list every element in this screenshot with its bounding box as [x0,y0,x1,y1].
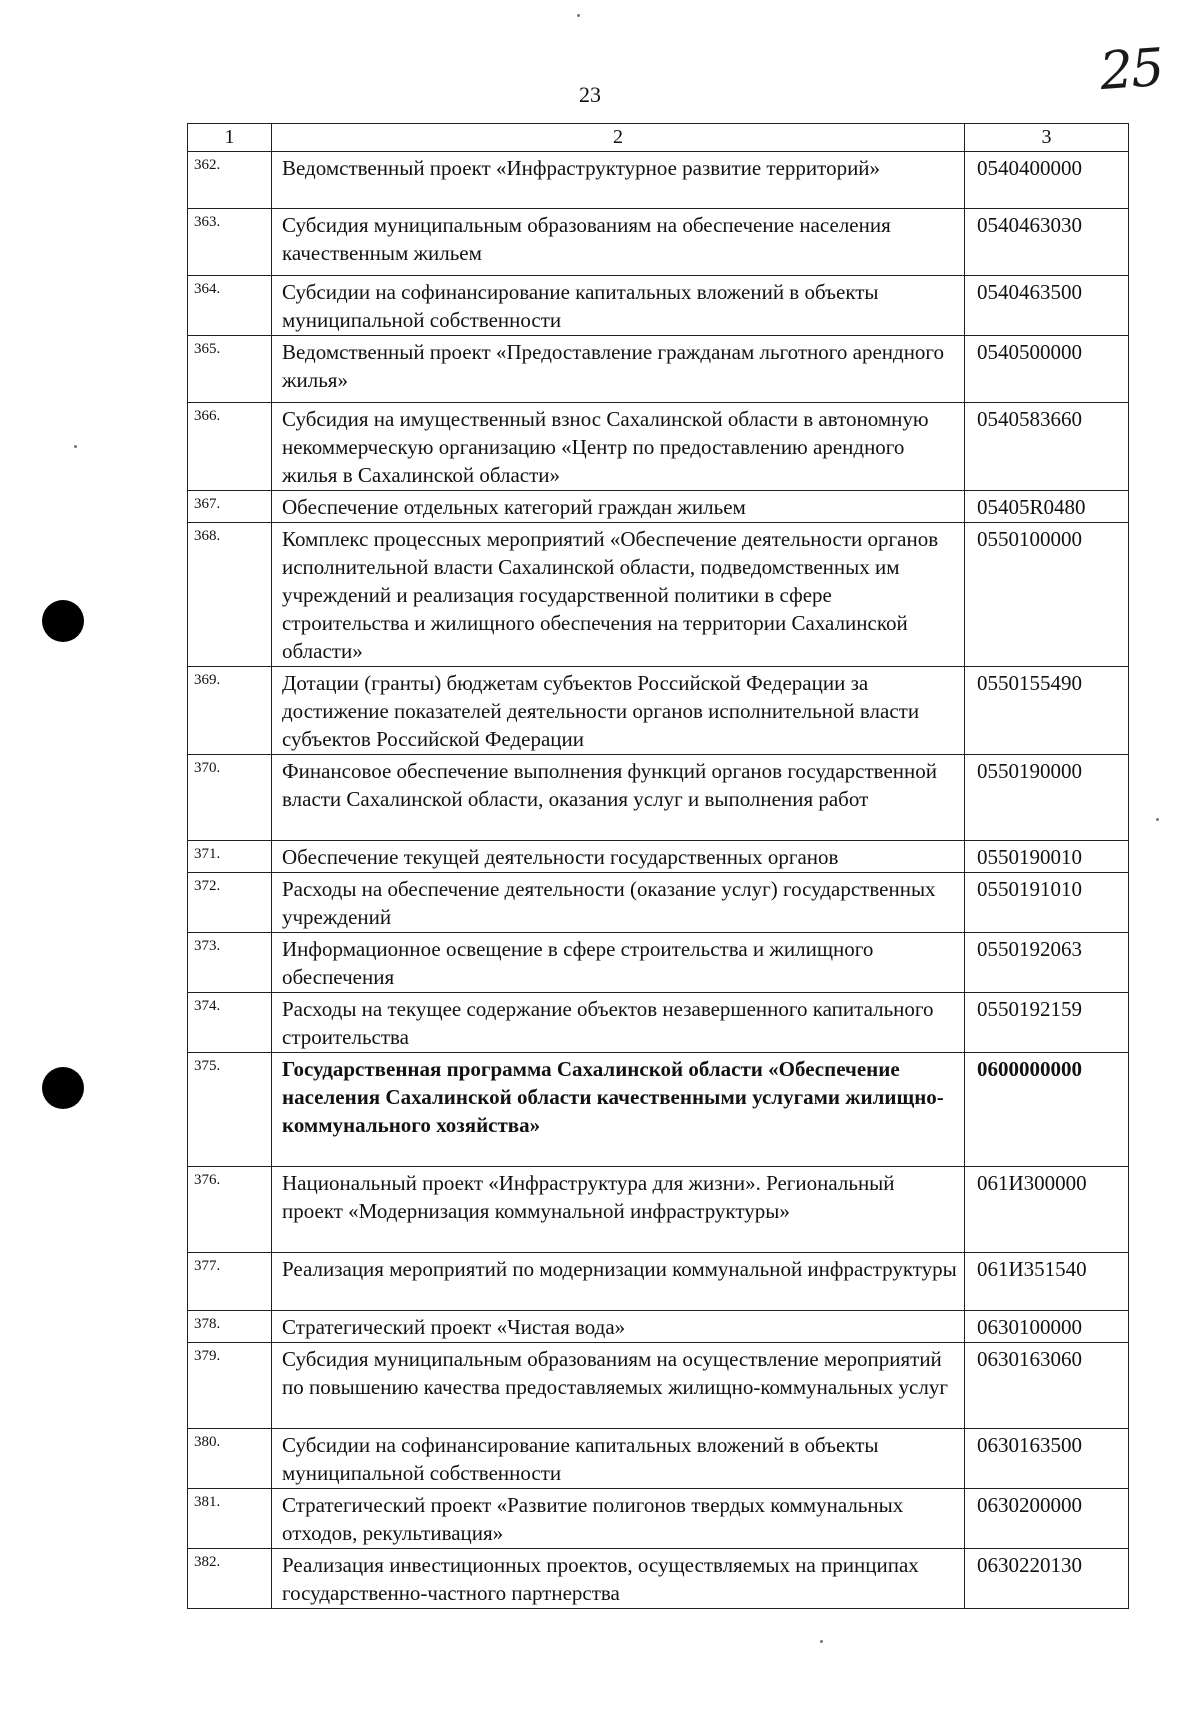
table-row [188,1549,1129,1609]
row-name: Реализация инвестиционных проектов, осуществляемых на принципах государственно-частного партнерства [272,1549,965,1609]
row-code: 0550190010 [965,841,1129,873]
row-code: 061И351540 [965,1253,1129,1311]
row-number: 377. [188,1253,272,1311]
row-code: 05405R0480 [965,491,1129,523]
table-row [188,523,1129,667]
row-code: 0550192159 [965,993,1129,1053]
table-body [188,124,1129,1609]
column-header-code: 3 [965,124,1129,152]
row-number: 378. [188,1311,272,1343]
row-number: 375. [188,1053,272,1167]
row-code: 0630100000 [965,1311,1129,1343]
row-number: 367. [188,491,272,523]
table-row [188,667,1129,755]
row-number: 371. [188,841,272,873]
table-row [188,755,1129,841]
row-name: Субсидия муниципальным образованиям на обеспечение населения качественным жильем [272,209,965,276]
row-name: Ведомственный проект «Предоставление гражданам льготного арендного жилья» [272,336,965,403]
table-row [188,993,1129,1053]
row-code: 0540583660 [965,403,1129,491]
row-number: 374. [188,993,272,1053]
row-name: Стратегический проект «Чистая вода» [272,1311,965,1343]
row-code: 0550100000 [965,523,1129,667]
row-number: 366. [188,403,272,491]
table-row [188,1489,1129,1549]
row-number: 362. [188,152,272,209]
row-code: 0550191010 [965,873,1129,933]
row-number: 381. [188,1489,272,1549]
row-name: Государственная программа Сахалинской области «Обеспечение населения Сахалинской области качественными услугами жилищно-коммунального хозяйства» [272,1053,965,1167]
row-code: 0630163500 [965,1429,1129,1489]
row-name: Обеспечение текущей деятельности государственных органов [272,841,965,873]
table-row [188,403,1129,491]
row-code: 0550155490 [965,667,1129,755]
table-row [188,1253,1129,1311]
row-name: Субсидия на имущественный взнос Сахалинской области в автономную некоммерческую организацию «Центр по предоставлению арендного жилья в Сахалинской области» [272,403,965,491]
row-number: 368. [188,523,272,667]
punch-hole-bottom [42,1067,84,1109]
row-name: Комплекс процессных мероприятий «Обеспечение деятельности органов исполнительной власти Сахалинской области, подведомственных им учреждений и реализация государственной политики в сфере строительства и жилищного обеспечения на территории Сахалинской области» [272,523,965,667]
scan-speck [577,14,580,17]
scan-speck [1156,818,1159,821]
table-row [188,336,1129,403]
row-number: 365. [188,336,272,403]
codes-table [187,123,1129,1609]
scan-speck [74,445,77,448]
row-name: Финансовое обеспечение выполнения функций органов государственной власти Сахалинской области, оказания услуг и выполнения работ [272,755,965,841]
row-code: 0540463500 [965,276,1129,336]
table-row [188,841,1129,873]
row-number: 369. [188,667,272,755]
row-number: 370. [188,755,272,841]
row-code: 0550192063 [965,933,1129,993]
row-number: 364. [188,276,272,336]
column-header-number: 1 [188,124,272,152]
row-code: 0630200000 [965,1489,1129,1549]
row-number: 382. [188,1549,272,1609]
row-name: Реализация мероприятий по модернизации коммунальной инфраструктуры [272,1253,965,1311]
table-header-row [188,124,1129,152]
row-name: Стратегический проект «Развитие полигонов твердых коммунальных отходов, рекультивация» [272,1489,965,1549]
table-row [188,491,1129,523]
row-code: 0550190000 [965,755,1129,841]
row-name: Информационное освещение в сфере строительства и жилищного обеспечения [272,933,965,993]
row-name: Дотации (гранты) бюджетам субъектов Российской Федерации за достижение показателей деятельности органов исполнительной власти субъектов Российской Федерации [272,667,965,755]
row-code: 0540400000 [965,152,1129,209]
row-number: 372. [188,873,272,933]
row-code: 0600000000 [965,1053,1129,1167]
table-row [188,1343,1129,1429]
row-name: Ведомственный проект «Инфраструктурное развитие территорий» [272,152,965,209]
row-number: 379. [188,1343,272,1429]
row-name: Расходы на текущее содержание объектов незавершенного капитального строительства [272,993,965,1053]
row-name: Субсидии на софинансирование капитальных вложений в объекты муниципальной собственности [272,276,965,336]
table-row [188,1053,1129,1167]
row-code: 0540463030 [965,209,1129,276]
table-row [188,933,1129,993]
scan-speck [820,1640,823,1643]
table-row [188,209,1129,276]
table-row [188,152,1129,209]
table-row [188,873,1129,933]
row-code: 0630163060 [965,1343,1129,1429]
table-row [188,1311,1129,1343]
handwritten-page-number: 25 [1097,37,1165,103]
row-name: Расходы на обеспечение деятельности (оказание услуг) государственных учреждений [272,873,965,933]
row-name: Национальный проект «Инфраструктура для жизни». Региональный проект «Модернизация коммунальной инфраструктуры» [272,1167,965,1253]
row-number: 363. [188,209,272,276]
column-header-name: 2 [272,124,965,152]
row-name: Обеспечение отдельных категорий граждан жильем [272,491,965,523]
page-number: 23 [579,82,601,107]
row-number: 376. [188,1167,272,1253]
row-code: 061И300000 [965,1167,1129,1253]
row-name: Субсидии на софинансирование капитальных вложений в объекты муниципальной собственности [272,1429,965,1489]
punch-hole-top [42,600,84,642]
table-row [188,1167,1129,1253]
table-row [188,1429,1129,1489]
row-number: 380. [188,1429,272,1489]
table-row [188,276,1129,336]
row-number: 373. [188,933,272,993]
row-code: 0540500000 [965,336,1129,403]
row-code: 0630220130 [965,1549,1129,1609]
row-name: Субсидия муниципальным образованиям на осуществление мероприятий по повышению качества предоставляемых жилищно-коммунальных услуг [272,1343,965,1429]
